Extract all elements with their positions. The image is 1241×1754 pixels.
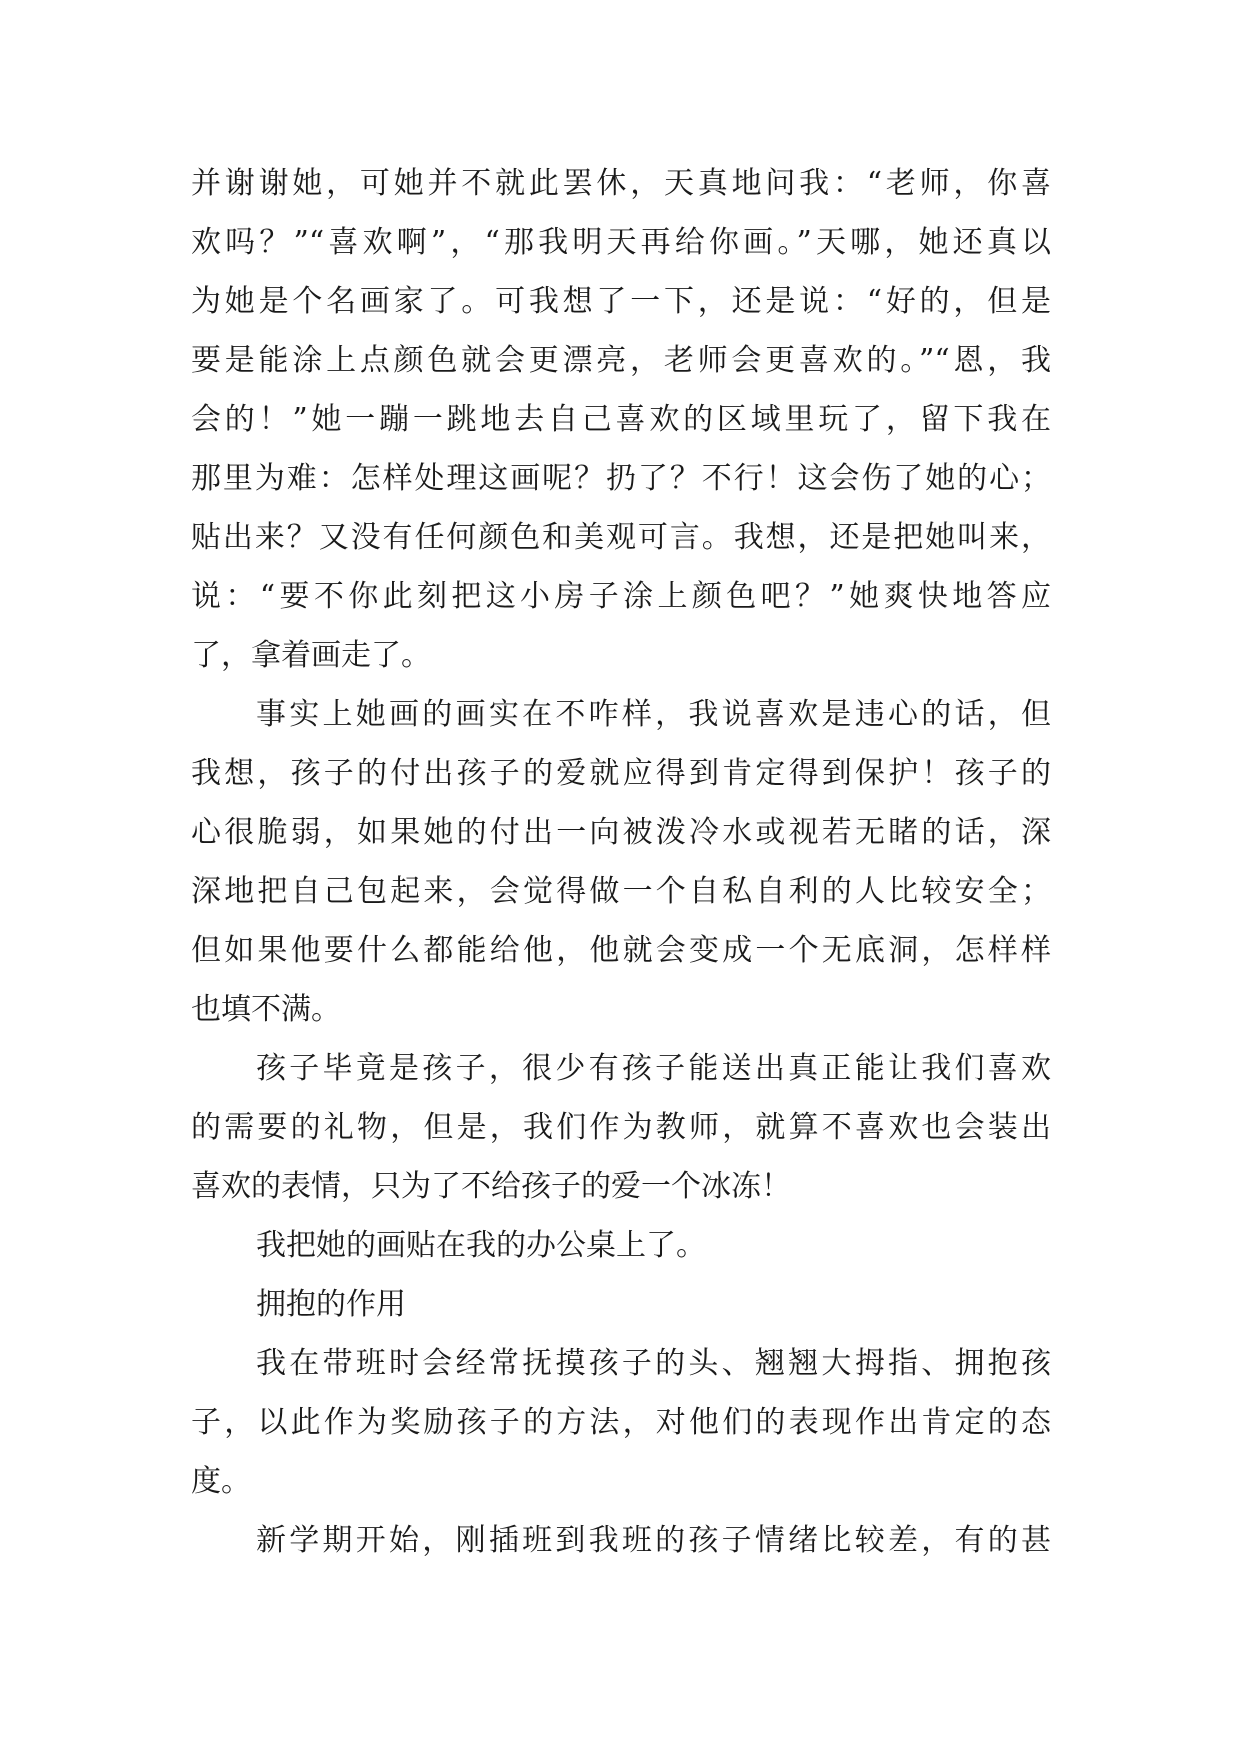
text-line: 说：“要不你此刻把这小房子涂上颜色吧？”她爽快地答应 xyxy=(191,579,1051,614)
text-line: 那里为难：怎样处理这画呢？扔了？不行！这会伤了她的心； xyxy=(191,461,1051,496)
text-line: 我想，孩子的付出孩子的爱就应得到肯定得到保护！孩子的 xyxy=(191,756,1051,791)
text-line: 要是能涂上点颜色就会更漂亮，老师会更喜欢的。”“恩，我 xyxy=(191,343,1051,378)
text-line: 会的！”她一蹦一跳地去自己喜欢的区域里玩了，留下我在 xyxy=(191,402,1051,437)
text-line: 子，以此作为奖励孩子的方法，对他们的表现作出肯定的态 xyxy=(191,1405,1051,1440)
text-line: 深地把自己包起来，会觉得做一个自私自利的人比较安全； xyxy=(191,874,1051,909)
text-line: 心很脆弱，如果她的付出一向被泼冷水或视若无睹的话，深 xyxy=(191,815,1051,850)
text-line: 孩子毕竟是孩子，很少有孩子能送出真正能让我们喜欢 xyxy=(256,1051,1051,1086)
text-line: 度。 xyxy=(191,1464,251,1499)
text-line: 新学期开始，刚插班到我班的孩子情绪比较差，有的甚 xyxy=(256,1523,1051,1558)
text-line: 我在带班时会经常抚摸孩子的头、翘翘大拇指、拥抱孩 xyxy=(256,1346,1051,1381)
text-line: 喜欢的表情，只为了不给孩子的爱一个冰冻！ xyxy=(191,1169,791,1204)
text-line: 也填不满。 xyxy=(191,992,341,1027)
text-line: 贴出来？又没有任何颜色和美观可言。我想，还是把她叫来， xyxy=(191,520,1051,555)
text-line: 了，拿着画走了。 xyxy=(191,638,431,673)
text-line: 我把她的画贴在我的办公桌上了。 xyxy=(256,1228,706,1263)
document-body xyxy=(191,154,1051,1570)
text-line: 拥抱的作用 xyxy=(256,1287,406,1322)
text-line: 并谢谢她，可她并不就此罢休，天真地问我：“老师，你喜 xyxy=(191,166,1051,201)
text-line: 欢吗？”“喜欢啊”，“那我明天再给你画。”天哪，她还真以 xyxy=(191,225,1051,260)
text-line: 为她是个名画家了。可我想了一下，还是说：“好的，但是 xyxy=(191,284,1051,319)
text-line: 的需要的礼物，但是，我们作为教师，就算不喜欢也会装出 xyxy=(191,1110,1051,1145)
text-line: 但如果他要什么都能给他，他就会变成一个无底洞，怎样样 xyxy=(191,933,1051,968)
text-line: 事实上她画的画实在不咋样，我说喜欢是违心的话，但 xyxy=(256,697,1051,732)
